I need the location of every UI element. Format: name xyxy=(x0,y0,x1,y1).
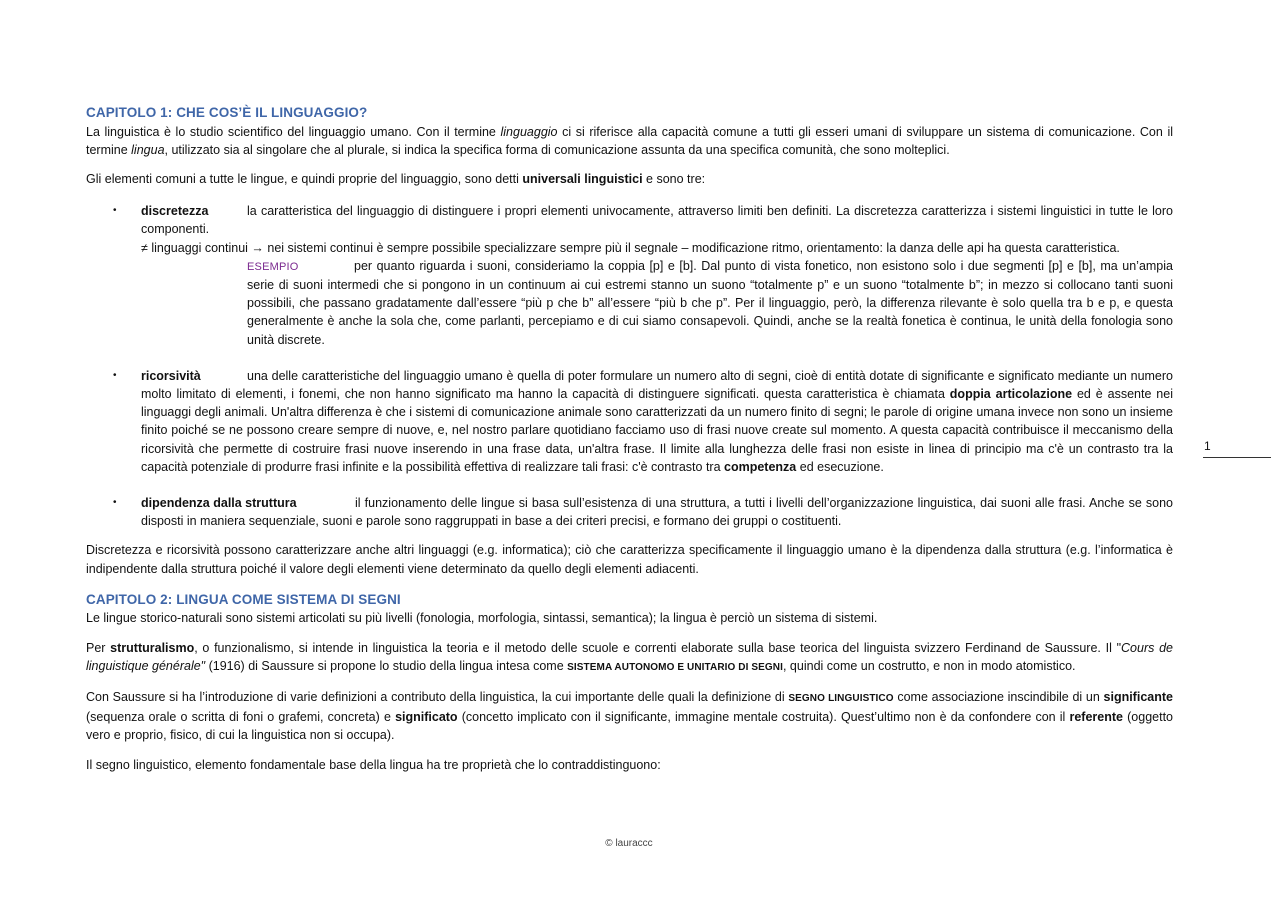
term-segno-linguistico: SEGNO LINGUISTICO xyxy=(788,693,894,705)
text-run: (1916) di Saussure si propone lo studio della lingua intesa come xyxy=(205,658,568,673)
term-linguaggio: linguaggio xyxy=(500,124,558,139)
chapter-1-heading: CAPITOLO 1: CHE COS’È IL LINGUAGGIO? xyxy=(86,105,368,120)
ch2-segno-paragraph: Il segno linguistico, elemento fondamentale base della lingua ha tre proprietà che lo contraddistinguono: xyxy=(86,757,661,772)
esempio-label: ESEMPIO xyxy=(247,260,299,273)
esempio-block xyxy=(86,257,1173,349)
text-run: ci si riferisce alla capacità comune a tutti gli esseri umani di sviluppare un sistema di comunicazione. Con il termine xyxy=(86,124,1173,157)
discretezza-continui: ≠ linguaggi continui → nei sistemi continui è sempre possibile specializzare sempre più il segnale – modificazione ritmo, orientamento: la danza delle api ha questa caratteristica. xyxy=(141,240,1120,255)
text-run: , utilizzato sia al singolare che al plurale, si indica la specifica forma di comunicazione assunta da una specifica comunità, che sono molteplici. xyxy=(164,142,950,157)
dipendenza-text xyxy=(141,494,1173,530)
term-competenza: competenza xyxy=(724,459,797,474)
text-run: (oggetto vero e proprio, fisico, di cui la linguistica non si occupa). xyxy=(86,710,1174,743)
term-significante: significante xyxy=(1103,690,1173,705)
text-run: ed è assente nei linguaggi degli animali. Un'altra differenza è che i sistemi di comunicazione animale sono caratterizzati da un numero finito di segni; le parole di origine umana invece non sono un insieme finito poiché se ne possono creare sempre di nuove, e, nel nostro parlare quotidiano facciamo uso di frasi nuove create sul momento. A questa capacità contribuisce il meccanismo della ricorsività che permette di costruire frasi nuove inserendo in una frase data, un'altra frase. Il limite alla lunghezza delle frasi non esiste in linea di principio ma c'è un contrasto tra la capacità potenziale di produrre frasi infinite e la possibilità effettiva di realizzare tali frasi: c'è contrasto tra xyxy=(141,387,1173,474)
bullet-ricorsivita xyxy=(86,367,1173,476)
ch2-strutturalismo-paragraph xyxy=(86,639,1173,677)
ch1-intro-paragraph xyxy=(86,123,1173,159)
text-run: ed esecuzione. xyxy=(796,459,884,474)
text-run: come associazione inscindibile di un xyxy=(893,690,1104,705)
term-ricorsivita: ricorsività xyxy=(141,368,201,383)
text-run: una delle caratteristiche del linguaggio umano è quella di poter formulare un numero alto di segni, cioè di entità dotate di significante e significato mediante un numero molto limitato di elementi, i fonemi, che non hanno significato ma hanno la capacità di distinguere significati. questa caratteristica è chiamata xyxy=(141,368,1173,402)
esempio-paragraph xyxy=(247,257,1173,349)
bullet-icon: • xyxy=(113,205,117,217)
term-lingua: lingua xyxy=(131,142,165,157)
text-run: Con Saussure si ha l’introduzione di varie definizioni a contributo della linguistica, la cui importante delle quali la definizione di xyxy=(86,690,789,705)
ch2-intro-paragraph: Le lingue storico-naturali sono sistemi articolati su più livelli (fonologia, morfologia, sintassi, semantica); la lingua è perciò un sistema di sistemi. xyxy=(86,611,878,626)
term-sistema-autonomo: SISTEMA AUTONOMO E UNITARIO DI SEGNI xyxy=(567,661,783,673)
text-run: La linguistica è lo studio scientifico del linguaggio umano. Con il termine xyxy=(86,124,501,139)
text-run: , o funzionalismo, si intende in linguistica la teoria e il metodo delle scuole e correnti elaborate sulla base teorica del linguista svizzero Ferdinand de Saussure. Il " xyxy=(194,640,1122,655)
term-significato: significato xyxy=(395,710,458,725)
text-run: e sono tre: xyxy=(642,172,706,186)
text-run: la caratteristica del linguaggio di distinguere i propri elementi univocamente, attraverso limiti ben definiti. La discretezza caratterizza i sistemi linguistici in tutte le loro componenti. xyxy=(141,204,1173,237)
term-universali-linguistici: universali linguistici xyxy=(522,172,643,186)
text-run: Per xyxy=(86,640,111,655)
bullet-dipendenza xyxy=(86,494,1173,530)
term-referente: referente xyxy=(1069,710,1123,725)
text-run: per quanto riguarda i suoni, consideriamo la coppia [p] e [b]. Dal punto di vista fonetico, non esistono solo i due segmenti [p] e [b], ma un’ampia serie di suoni intermedi che si pongono in un continuum ai cui estremi stanno un suono “totalmente p” e un suono “totalmente b”; in mezzo si collocano tanti suoni possibili, che passano gradatamente dall’essere “più p che b” all’essere “più b che p”. Per il linguaggio, però, la differenza rilevante è solo quella tra b e p, e questa generalmente è anche la sola che, come parlanti, percepiamo e di cui siamo consapevoli. Quindi, anche se la realtà fonetica è continua, le unità della fonologia sono unità discrete. xyxy=(247,258,1173,347)
page-number: 1 xyxy=(1204,439,1211,453)
bullet-icon: • xyxy=(113,497,117,509)
text-run: (sequenza orale o scritta di foni o grafemi, concreta) e xyxy=(86,710,396,725)
text-run: (concetto implicato con il significante, immagine mentale costruita). Quest’ultimo non è da confondere con il xyxy=(457,710,1070,725)
bullet-icon: • xyxy=(113,369,117,381)
bullet-discretezza xyxy=(86,202,1173,257)
text-run: il funzionamento delle lingue si basa sull’esistenza di una struttura, a tutti i livelli dell’organizzazione linguistica, dai suoni alle frasi. Anche se sono disposti in maniera sequenziale, suoni e parole sono raggruppati in base a dei criteri precisi, e formano dei gruppi o costituenti. xyxy=(141,496,1173,529)
text-run: Gli elementi comuni a tutte le lingue, e quindi proprie del linguaggio, sono detti xyxy=(86,172,523,186)
page-number-rule xyxy=(1203,457,1271,458)
footer-copyright: © lauraccc xyxy=(605,838,653,849)
title-cours: Cours de linguistique générale" xyxy=(86,640,1173,673)
ch1-conclusion-paragraph: Discretezza e ricorsività possono caratterizzare anche altri linguaggi (e.g. informatica); ciò che caratterizza specificamente il linguaggio umano è la dipendenza dalla struttura (e.g. l’informatica è indipendente dalla struttura poiché il valore degli elementi viene determinato da quello degli elementi adiacenti. xyxy=(86,543,1173,576)
text-run: , quindi come un costrutto, e non in modo atomistico. xyxy=(782,658,1076,673)
ricorsivita-text xyxy=(141,367,1173,476)
term-doppia-articolazione: doppia articolazione xyxy=(949,387,1073,402)
discretezza-text xyxy=(141,202,1173,238)
term-strutturalismo: strutturalismo xyxy=(110,640,195,655)
ch2-saussure-paragraph xyxy=(86,688,1173,745)
term-discretezza: discretezza xyxy=(141,204,209,219)
chapter-2-heading: CAPITOLO 2: LINGUA COME SISTEMA DI SEGNI xyxy=(86,591,401,607)
term-dipendenza-struttura: dipendenza dalla struttura xyxy=(141,496,297,511)
document-page xyxy=(86,104,1173,774)
ch1-universals-paragraph xyxy=(86,170,1173,188)
